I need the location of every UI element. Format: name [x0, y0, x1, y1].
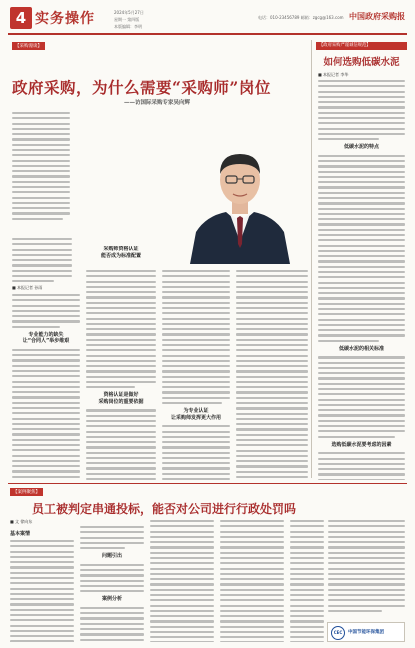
advertisement[interactable] — [327, 622, 405, 642]
sidebar-tag: 【政府采购严谨诚信规范】 — [316, 42, 407, 50]
text-column — [86, 246, 156, 266]
article-subhead: 为专业认证 让采购师发挥更大作用 — [170, 408, 221, 421]
section-title: 实务操作 — [35, 11, 95, 27]
bottom-byline: ■ 文 徐向东 — [10, 519, 33, 524]
text-column — [290, 520, 324, 642]
issue-meta — [114, 9, 184, 30]
article-subtitle: ——访国际采购专家吴向辉 — [124, 100, 191, 106]
main-article — [8, 42, 310, 482]
company-logo-icon: CEC — [331, 626, 345, 640]
article-subhead: 采购师资格认证 能否成为标准配置 — [100, 246, 141, 259]
sidebar-text — [318, 80, 405, 480]
sidebar-title: 如何选购低碳水泥 — [323, 57, 400, 68]
article-byline: ■ 本报记者 孙雨 — [12, 285, 43, 290]
lead-paragraph — [12, 238, 72, 284]
article-subhead: 专业能力的缺失 让“合同人”举步维艰 — [22, 331, 70, 345]
text-column — [236, 270, 308, 480]
issue-page: 星期一 第四版 — [114, 17, 140, 22]
section-number: 4 — [10, 7, 32, 29]
portrait-photo-icon — [186, 132, 294, 264]
bottom-subhead: 基本案情 — [10, 531, 31, 537]
contact-info: 电话：010-23456789 邮箱：zgcg@163.com — [258, 15, 344, 20]
bottom-headline: 员工被判定串通投标，能否对公司进行行政处罚吗 — [32, 502, 297, 516]
text-column — [80, 526, 144, 642]
column-divider — [311, 40, 312, 478]
newspaper-logo: 中国政府采购报 — [349, 11, 405, 21]
text-column — [162, 270, 230, 480]
sidebar-subhead: 选购低碳水泥要考虑的因素 — [331, 441, 392, 448]
issue-date: 2024年5月27日 — [114, 10, 144, 15]
article-headline: 政府采购，为什么需要“采购师”岗位 — [12, 78, 271, 97]
sidebar-article — [316, 42, 407, 482]
text-column — [150, 520, 214, 642]
text-column — [10, 540, 74, 642]
bottom-subhead: 案例分析 — [101, 596, 122, 603]
text-column — [12, 112, 70, 232]
sidebar-subhead: 低碳水泥的特点 — [343, 144, 379, 151]
text-column — [86, 270, 156, 480]
text-column — [12, 294, 80, 480]
sidebar-subhead: 低碳水泥的相关标准 — [338, 345, 384, 352]
text-column — [220, 520, 284, 642]
issue-editor: 本版编辑：李明 — [114, 24, 142, 29]
article-tag: 【采购漫谈】 — [12, 42, 45, 50]
sidebar-byline: ■ 本报记者 李华 — [318, 72, 349, 77]
bottom-tag: 【案例聚焦】 — [10, 488, 43, 496]
page-header — [8, 5, 407, 35]
section-divider — [8, 483, 407, 484]
bottom-article — [8, 486, 407, 644]
text-column — [328, 520, 405, 614]
bottom-subhead: 问题引出 — [101, 553, 122, 560]
ad-company-name: 中国节能环保集团 — [348, 630, 384, 635]
article-subhead: 资格认证是做好 采购岗位的重要依据 — [98, 392, 144, 405]
